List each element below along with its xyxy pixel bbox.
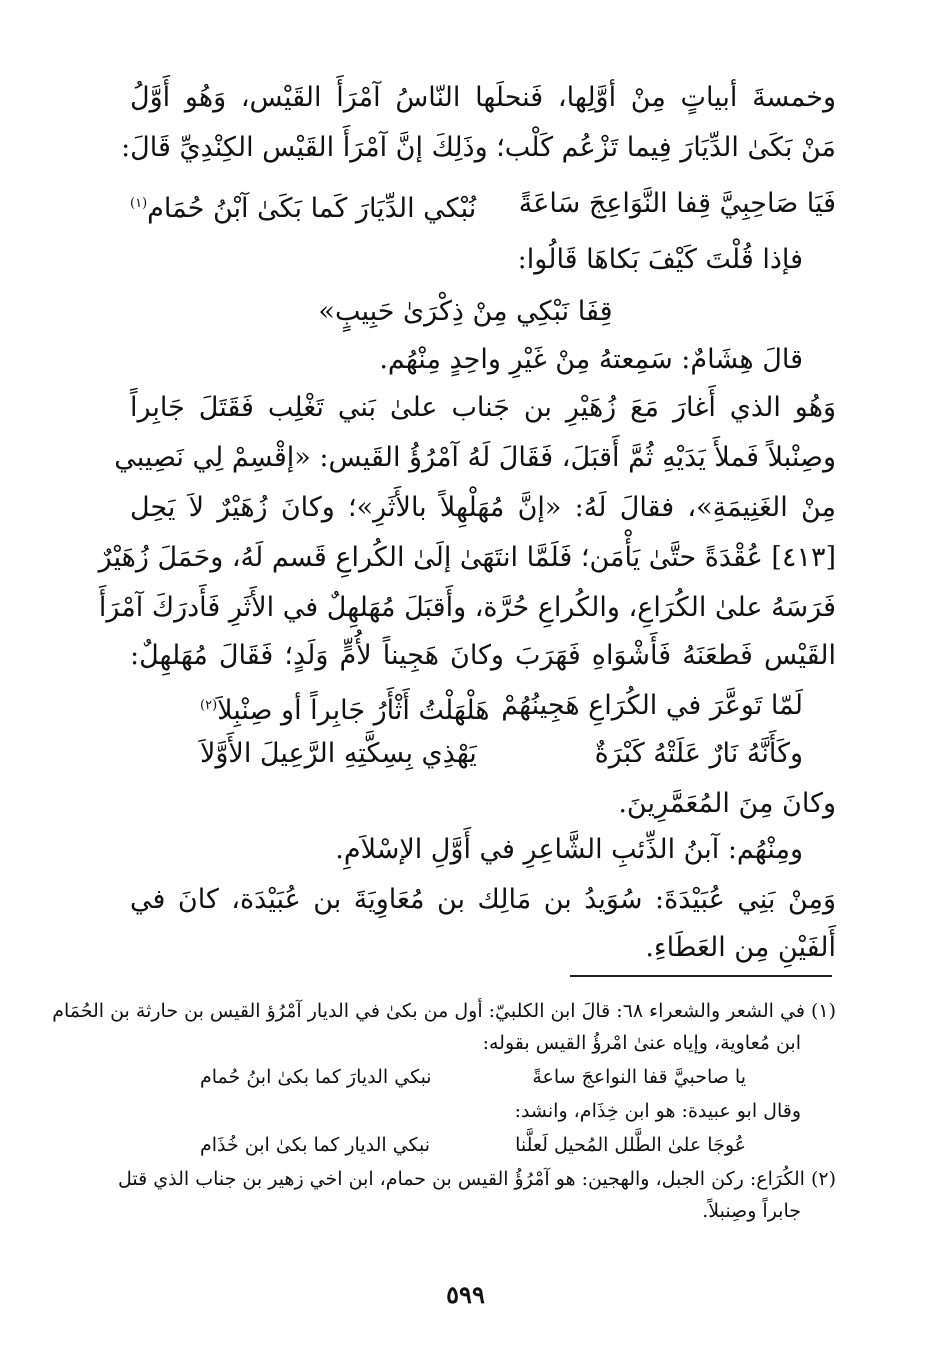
footnote-ref-1: (١) — [130, 196, 148, 211]
footnote-verse-1-first: يا صاحبيَّ قفا النواعجَ ساعةً — [532, 1066, 746, 1088]
verse-3-first-hemistich: وكَأَنَّهُ نَارٌ عَلَتْهُ كَبْرَةٌ — [594, 738, 803, 769]
text-line-7: وَهُو الذي أَغارَ مَعَ زُهَيْرِ بن جَناب علىٰ بَني تَغْلِب فَقَتَلَ جَابِراً — [130, 392, 836, 423]
page-number: ٥٩٩ — [446, 1280, 485, 1309]
verse-2-second-text: هَلْهَلْتُ أَثْأَرُ جَابِراً أو صِنْبِلاَ — [217, 695, 490, 726]
footnote-separator — [570, 975, 832, 977]
quoted-verse: قِفَا نَبْكِي مِنْ ذِكْرَىٰ حَبِيبٍ» — [318, 296, 613, 327]
verse-2-second-hemistich — [200, 686, 490, 731]
text-line-17: وَمِنْ بَنِي عُبَيْدَةَ: سُوَيدُ بن مَالِك بن مُعَاوِيَةَ بن عُبَيْدَة، كانَ في — [130, 884, 836, 915]
verse-2-first-hemistich: لَمّا تَوعَّرَ في الكُرَاعِ هَجِينُهُمْ — [501, 690, 803, 721]
footnote-verse-2-second: نبكي الديار كما بكىٰ ابن خُذَام — [200, 1134, 431, 1156]
text-line-15: وكانَ مِنَ المُعَمَّرِينَ. — [618, 788, 836, 819]
text-line-12: القَيْس فَطعَنَهُ فَأَشْوَاهِ فَهَرَبَ وكانَ هَجِيناً لأُمٍّ وَلَدٍ؛ فَقَالَ مُهَلهِلٌ: — [130, 640, 837, 671]
text-line-8: وصِنْبلاً فَملأَ يَدَيْهِ ثُمَّ أَقبَلَ، فَقَالَ لَهُ آمْرُؤُ القَيس: «إقْسِمْ لِي نَصِيبي — [114, 442, 836, 473]
verse-1-second-text: نُبْكي الدِّيَارَ كَما بَكَىٰ آبْنُ حُمَام — [147, 193, 477, 224]
text-line-4: فإذا قُلْتَ كَيْفَ بَكاهَا قَالُوا: — [517, 244, 803, 275]
footnote-2-line-1: (٢) الكُرَاع: ركن الجبل، والهجين: هو آمْرُؤُ القيس بن حمام، ابن اخي زهير بن جناب الذي قتل — [118, 1168, 836, 1190]
verse-1-first-hemistich: فَيَا صَاحِبِيَّ قِفا النَّوَاعِجَ سَاعَةً — [518, 188, 836, 219]
footnote-verse-1-second: نبكي الديارَ كما بكىٰ ابنُ حُمام — [200, 1066, 432, 1088]
footnote-1-line-4: وقال ابو عبيدة: هو ابن خِذَام، وانشد: — [514, 1100, 801, 1122]
footnote-2-line-2: جابراً وصِنبلاً. — [702, 1200, 801, 1222]
text-line-2: مَنْ بَكَىٰ الدِّيَارَ فِيما تَزْعُم كَلْب؛ وذَلِكَ إنَّ آمْرَأَ القَيْس الكِنْدِيِّ قَالَ: — [121, 132, 836, 163]
text-line-6: قالَ هِشَامٌ: سَمِعتهُ مِنْ غَيْرِ واحِدٍ مِنْهُم. — [379, 344, 803, 375]
text-line-9: مِنْ الغَنِيمَةِ»، فقالَ لَهُ: «إنَّ مُهَلْهِلاً بالأَثَرِ»؛ وكانَ زُهَيْرٌ لاَ يَحِل — [130, 492, 836, 523]
text-line-11: فَرَسَهُ علىٰ الكُرَاعِ، والكُراعِ حُرَّة، وأَقبَلَ مُهَلهِلٌ في الأَثَرِ فَأَدرَكَ آمْرَأَ — [98, 592, 836, 623]
text-line-10: [٤١٣] عُقْدَةً حتَّىٰ يَأْمَن؛ فَلَمَّا انتَهَىٰ إلَىٰ الكُراعِ قَسم لَهُ، وحَمَلَ زُهَيْرٌ — [98, 542, 836, 573]
text-line-18: أَلفَيْنِ مِن العَطَاءِ. — [645, 932, 836, 963]
text-line-1: وخمسةَ أبياتٍ مِنْ أوَّلِها، فَنحلَها النّاسُ آمْرَأَ القَيْس، وَهُو أَوَّلُ — [130, 82, 836, 113]
text-line-16: ومِنْهُم: آبنُ الذِّئبِ الشَّاعِرِ في أَوَّلِ الإسْلاَمِ. — [335, 834, 803, 865]
footnote-verse-2-first: عُوجَا علىٰ الطَّلل المُحيل لَعلَّنا — [515, 1134, 746, 1156]
footnote-ref-2: (٢) — [200, 698, 218, 713]
verse-1-second-hemistich — [130, 184, 476, 229]
verse-3-second-hemistich: يَهْذِي بِسِكَّتِهِ الرَّعِيلَ الأَوَّلاَ — [200, 738, 477, 769]
footnote-1-line-2: ابن مُعاوية، وإياه عنىٰ امْرؤُ القيس بقوله: — [482, 1032, 801, 1054]
footnote-1-line-1: (١) في الشعر والشعراء ٦٨: قالَ ابن الكلبيّ: أول من بكىٰ في الديار آمْرُؤ القيس بن حارثة بن الحُمَام — [52, 1000, 836, 1022]
